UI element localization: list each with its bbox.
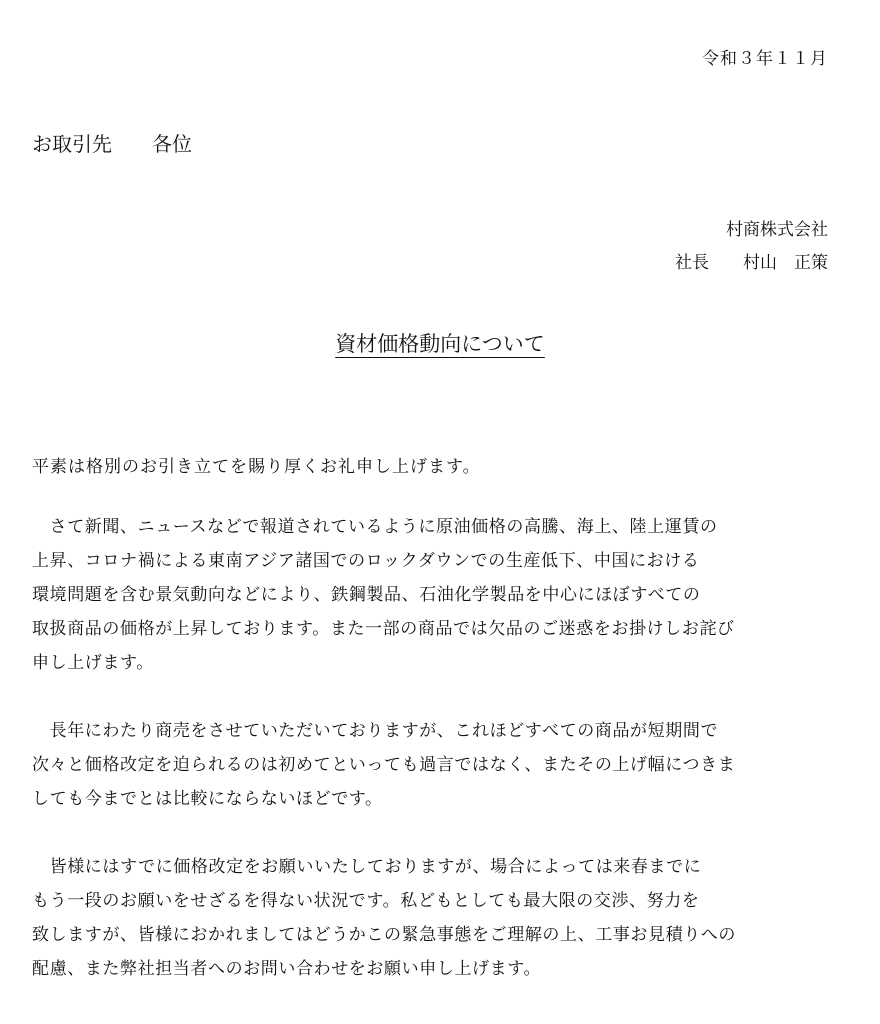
paragraph-line: 上昇、コロナ禍による東南アジア諸国でのロックダウンでの生産低下、中国における (32, 551, 700, 571)
paragraph-line: 申し上げます。 (32, 653, 154, 673)
paragraph-2 (32, 714, 852, 816)
recipient-line: お取引先 各位 (32, 132, 192, 156)
sender-company: 村商株式会社 (726, 220, 828, 240)
paragraph-line: さて新聞、ニュースなどで報道されているように原油価格の高騰、海上、陸上運賃の (32, 517, 718, 537)
sender-block (675, 214, 828, 280)
document-title-wrapper (0, 328, 880, 358)
paragraph-line: 次々と価格改定を迫られるのは初めてといっても過言ではなく、またその上げ幅につきま (32, 755, 736, 775)
paragraph-line: 環境問題を含む景気動向などにより、鉄鋼製品、石油化学製品を中心にほぼすべての (32, 585, 701, 605)
paragraph-line: もう一段のお願いをせざるを得ない状況です。私どもとしても最大限の交渉、努力を (32, 891, 700, 911)
paragraph-line: 致しますが、皆様におかれましてはどうかこの緊急事態をご理解の上、工事お見積りへの (32, 925, 736, 945)
document-date: 令和３年１１月 (702, 49, 828, 69)
paragraph-line: 取扱商品の価格が上昇しております。また一部の商品では欠品のご迷惑をお掛けしお詫び (32, 619, 735, 639)
paragraph-line: 長年にわたり商売をさせていただいておりますが、これほどすべての商品が短期間で (32, 721, 719, 741)
document-title: 資材価格動向について (335, 332, 545, 356)
paragraph-line: しても今までとは比較にならないほどです。 (32, 789, 383, 809)
paragraph-line: 皆様にはすでに価格改定をお願いいたしておりますが、場合によっては来春までに (32, 857, 702, 877)
greeting-line: 平素は格別のお引き立てを賜り厚くお礼申し上げます。 (32, 457, 481, 477)
sender-title-name: 社長 村山 正策 (675, 253, 828, 273)
paragraph-3 (32, 850, 852, 986)
paragraph-1 (32, 510, 852, 680)
paragraph-line: 配慮、また弊社担当者へのお問い合わせをお願い申し上げます。 (32, 959, 542, 979)
